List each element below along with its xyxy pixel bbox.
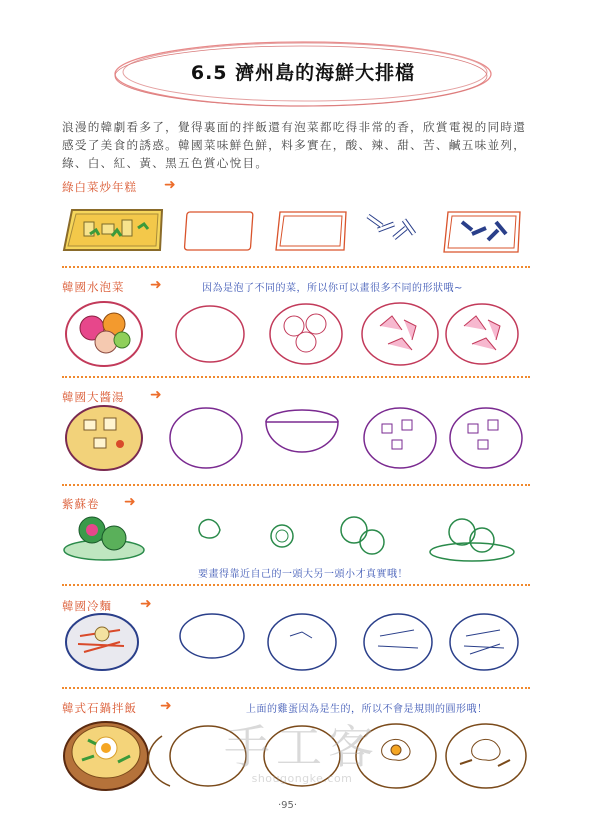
section-divider: [62, 484, 530, 486]
intro-paragraph: 浪漫的韓劇看多了，覺得裏面的拌飯還有泡菜都吃得非常的香，欣賞電視的同時還感受了美食的誘惑。韓國菜味鮮色鮮，料多實在，酸、辣、甜、苦、鹹五味並列，綠、白、紅、黃、黑五色賞心悅目。: [62, 120, 527, 170]
row-label-bibimbap: 韓式石鍋拌飯: [62, 701, 137, 715]
bibimbap-note: 上面的雞蛋因為是生的，所以不會是規則的圓形哦！: [246, 704, 488, 715]
rice-cake-final: [64, 210, 162, 250]
page-title: 6.5 濟州島的海鮮大排檔: [190, 62, 416, 84]
arrow-icon: ➜: [150, 277, 162, 293]
kimchi-drawings: [62, 296, 532, 370]
arrow-icon: ➜: [124, 494, 136, 510]
section-divider: [62, 584, 530, 586]
perilla-roll-drawings: [62, 508, 532, 566]
section-divider: [62, 266, 530, 268]
row-label-kimchi: 韓國水泡菜: [62, 280, 125, 294]
section-divider: [62, 687, 530, 689]
soybean-soup-drawings: [62, 400, 532, 476]
rice-cake-drawings: [62, 198, 532, 260]
cold-noodles-drawings: [62, 606, 532, 680]
kimchi-note: 因為是泡了不同的菜，所以你可以畫很多不同的形狀哦~: [202, 283, 463, 294]
row-label-cold-noodles: 韓國冷麵: [62, 599, 112, 613]
watermark-url: shougongke.com: [251, 772, 353, 785]
arrow-icon: ➜: [150, 387, 162, 403]
watermark-logo: 手工客: [224, 720, 380, 774]
row-label-rice-cake: 綠白菜炒年糕: [62, 180, 137, 194]
row-label-perilla-roll: 紫蘇卷: [62, 497, 100, 511]
arrow-icon: ➜: [160, 698, 172, 714]
arrow-icon: ➜: [164, 177, 176, 193]
arrow-icon: ➜: [140, 596, 152, 612]
title-bubble: [108, 38, 498, 112]
page-number: ·95·: [278, 800, 298, 811]
perilla-roll-note: 要畫得靠近自己的一頭大另一頭小才真實哦！: [198, 569, 408, 580]
row-label-soybean-soup: 韓國大醬湯: [62, 390, 125, 404]
watermark: [222, 722, 382, 812]
section-divider: [62, 376, 530, 378]
